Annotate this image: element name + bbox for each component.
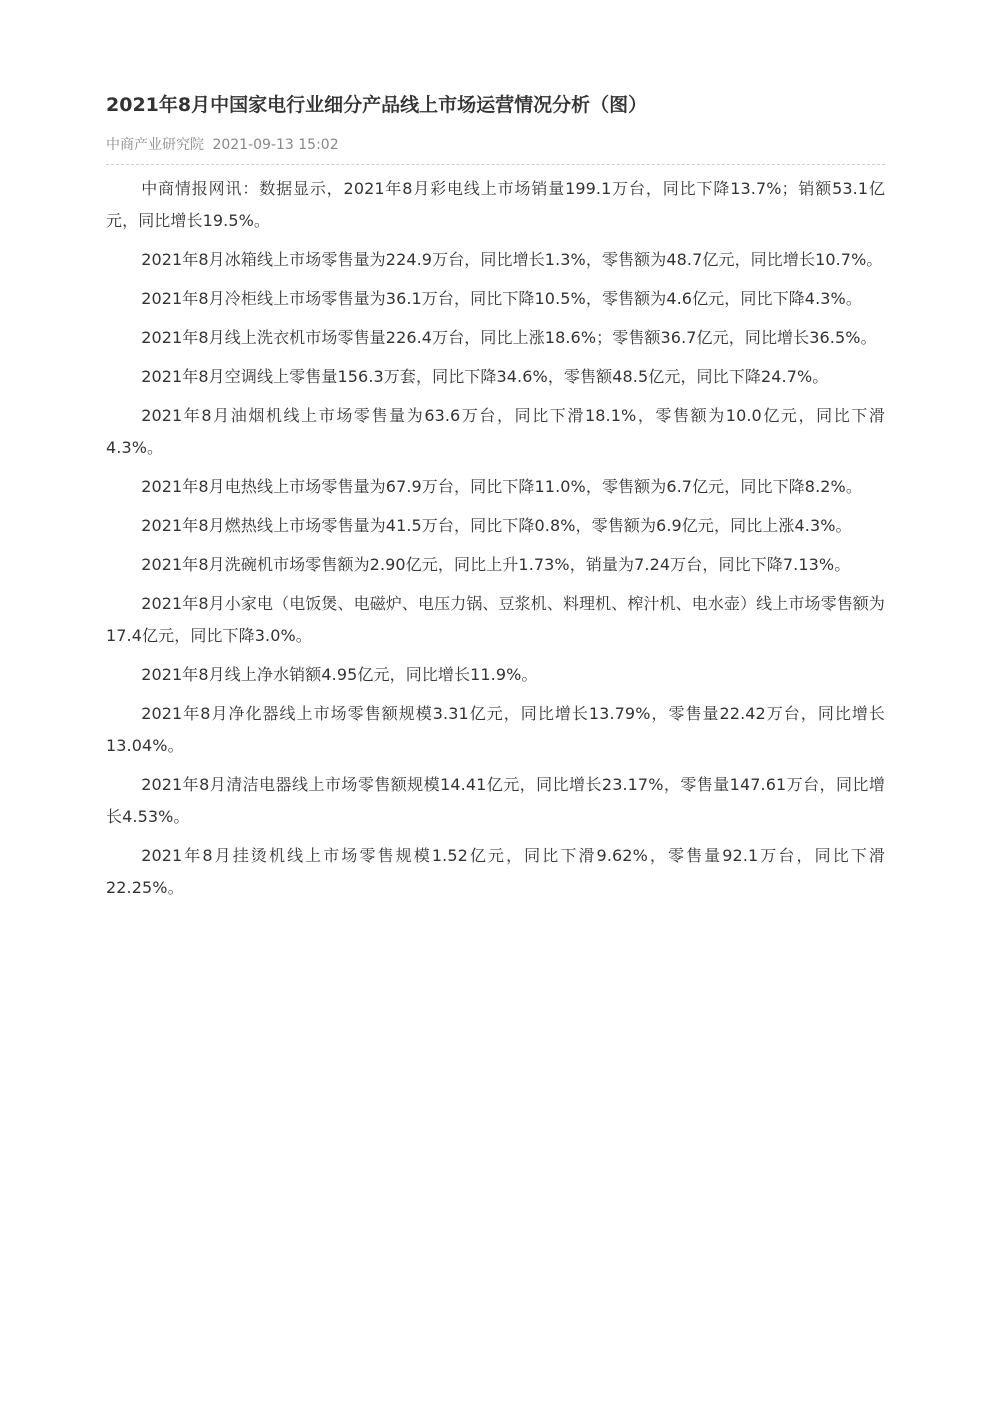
- paragraph-freezer: 2021年8月冷柜线上市场零售量为36.1万台，同比下降10.5%，零售额为4.6亿元，同比下降4.3%。: [141, 289, 862, 308]
- article: [106, 88, 885, 911]
- article-title: 2021年8月中国家电行业细分产品线上市场运营情况分析（图）: [106, 94, 648, 116]
- article-body: [106, 173, 885, 904]
- paragraph-electric-water-heater: 2021年8月电热线上市场零售量为67.9万台，同比下降11.0%，零售额为6.7亿元，同比下降8.2%。: [141, 477, 862, 496]
- paragraph-air-conditioner: 2021年8月空调线上零售量156.3万套，同比下降34.6%，零售额48.5亿元，同比下降24.7%。: [141, 367, 829, 386]
- paragraph-gas-water-heater: 2021年8月燃热线上市场零售量为41.5万台，同比下降0.8%，零售额为6.9亿元，同比上涨4.3%。: [141, 516, 852, 535]
- paragraph-air-purifier: 2021年8月净化器线上市场零售额规模3.31亿元，同比增长13.79%，零售量22.42万台，同比增长13.04%。: [106, 704, 885, 755]
- article-source: 中商产业研究院: [106, 137, 204, 153]
- paragraph-refrigerator: 2021年8月冰箱线上市场零售量为224.9万台，同比增长1.3%，零售额为48.7亿元，同比增长10.7%。: [141, 250, 883, 269]
- meta-divider: [106, 164, 885, 165]
- paragraph-small-appliances: 2021年8月小家电（电饭煲、电磁炉、电压力锅、豆浆机、料理机、榨汁机、电水壶）线上市场零售额为17.4亿元，同比下降3.0%。: [106, 594, 885, 645]
- paragraph-dishwasher: 2021年8月洗碗机市场零售额为2.90亿元，同比上升1.73%，销量为7.24万台，同比下降7.13%。: [141, 555, 851, 574]
- article-datetime: 2021-09-13 15:02: [212, 137, 339, 153]
- paragraph-tv: 中商情报网讯：数据显示，2021年8月彩电线上市场销量199.1万台，同比下降13.7%；销额53.1亿元，同比增长19.5%。: [106, 179, 885, 230]
- paragraph-garment-steamer: 2021年8月挂烫机线上市场零售规模1.52亿元，同比下滑9.62%，零售量92.1万台，同比下滑22.25%。: [106, 846, 885, 897]
- paragraph-cleaning-appliances: 2021年8月清洁电器线上市场零售额规模14.41亿元，同比增长23.17%，零售量147.61万台，同比增长4.53%。: [106, 775, 885, 826]
- article-meta: [106, 134, 885, 156]
- paragraph-washing-machine: 2021年8月线上洗衣机市场零售量226.4万台，同比上涨18.6%；零售额36.7亿元，同比增长36.5%。: [141, 328, 877, 347]
- paragraph-range-hood: 2021年8月油烟机线上市场零售量为63.6万台，同比下滑18.1%，零售额为10.0亿元，同比下滑4.3%。: [106, 406, 885, 457]
- paragraph-water-purifier: 2021年8月线上净水销额4.95亿元，同比增长11.9%。: [141, 665, 538, 684]
